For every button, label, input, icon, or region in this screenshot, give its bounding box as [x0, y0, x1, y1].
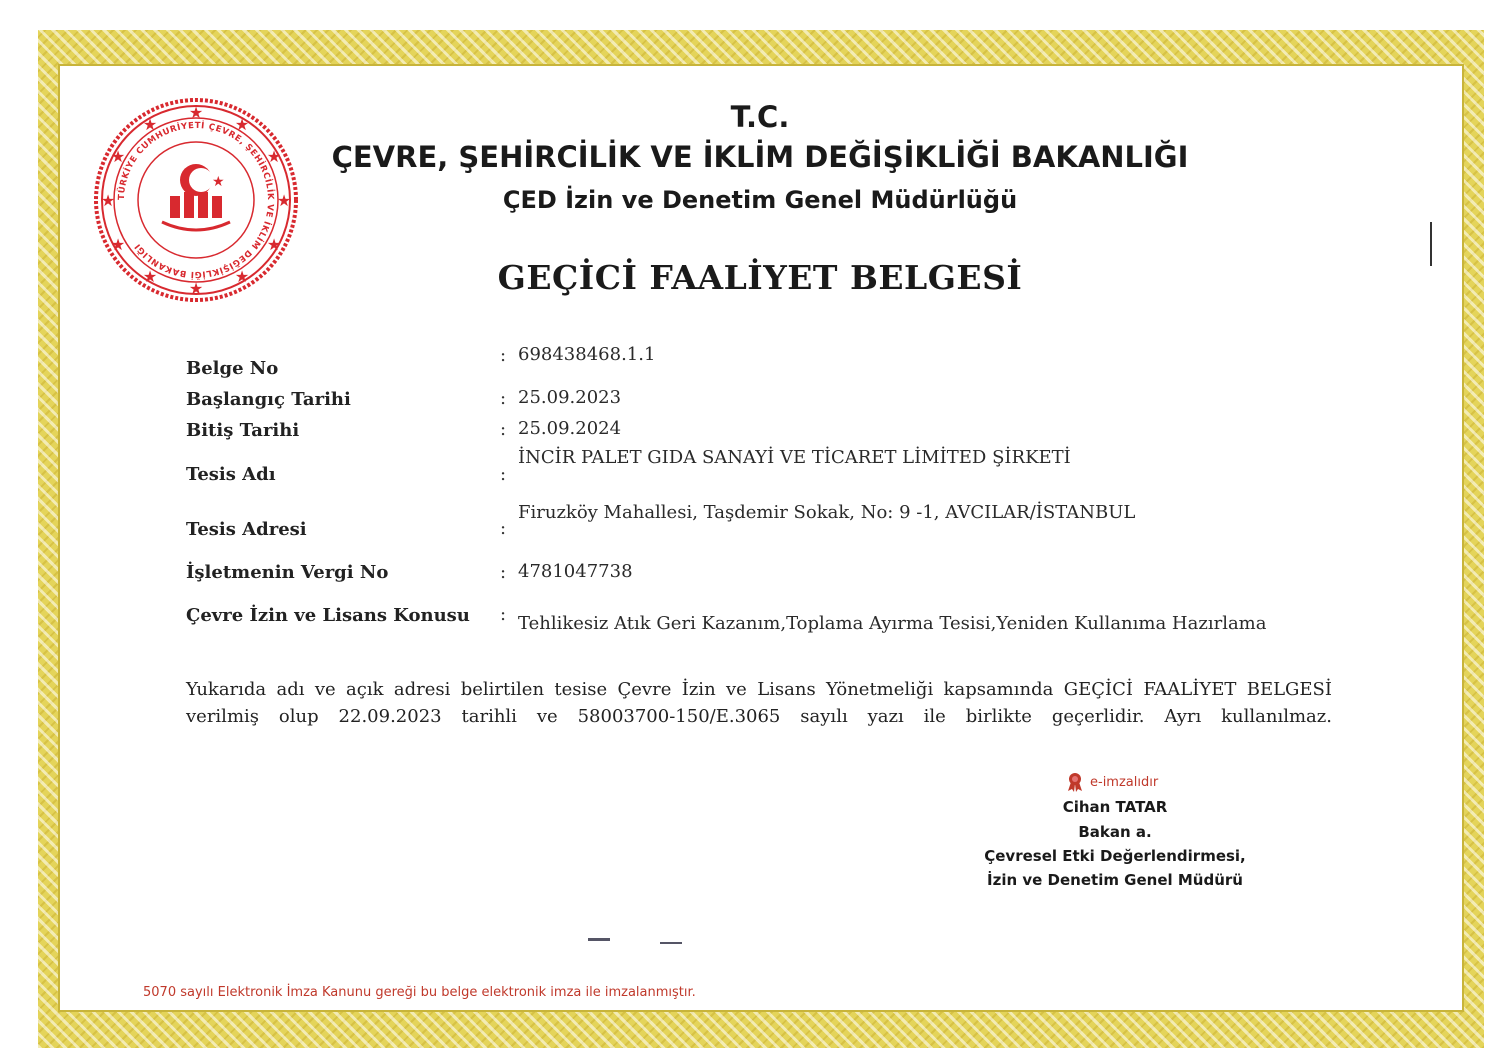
document-title: GEÇİCİ FAALİYET BELGESİ	[497, 258, 1023, 297]
svg-text:★: ★	[142, 115, 158, 134]
colon: :	[500, 518, 507, 539]
validity-paragraph: Yukarıda adı ve açık adresi belirtilen tesise Çevre İzin ve Lisans Yönetmeliği kapsamında GEÇİCİ FAALİYET BELGESİ verilmiş olup 22.09.2023 tarihli ve 58003700-150/E.3065 sayılı yazı ile birlikte geçerlidir. Ayrı kullanılmaz.	[186, 679, 1332, 727]
e-signature-label: e-imzalıdır	[1090, 774, 1159, 790]
scan-speck	[660, 942, 682, 944]
svg-text:★: ★	[266, 235, 282, 254]
svg-text:★: ★	[188, 103, 204, 122]
header-directorate: ÇED İzin ve Denetim Genel Müdürlüğü	[502, 186, 1018, 214]
header-ministry: ÇEVRE, ŞEHİRCİLİK VE İKLİM DEĞİŞİKLİĞİ BAKANLIĞI	[331, 140, 1189, 174]
svg-text:★: ★	[276, 191, 292, 210]
colon: :	[500, 419, 507, 440]
colon: :	[500, 345, 507, 366]
seal-text: TÜRKİYE CUMHURİYETİ ÇEVRE, ŞEHİRCİLİK VE İKLİM DEĞİŞİKLİĞİ BAKANLIĞI	[116, 120, 276, 280]
value-tesis-adi: İNCİR PALET GIDA SANAYİ VE TİCARET LİMİTED ŞİRKETİ	[518, 447, 1071, 468]
label-baslangic-tarihi: Başlangıç Tarihi	[186, 389, 351, 410]
value-vergi-no: 4781047738	[518, 561, 633, 582]
colon: :	[500, 604, 507, 625]
label-tesis-adi: Tesis Adı	[186, 464, 276, 485]
value-belge-no: 698438468.1.1	[518, 344, 656, 365]
svg-text:★: ★	[142, 267, 158, 286]
label-bitis-tarihi: Bitiş Tarihi	[186, 420, 300, 441]
colon: :	[500, 388, 507, 409]
label-vergi-no: İşletmenin Vergi No	[186, 562, 389, 583]
scan-speck	[588, 938, 610, 941]
value-baslangic-tarihi: 25.09.2023	[518, 387, 622, 408]
header-tc: T.C.	[730, 100, 790, 134]
signer-role: Bakan a.	[1078, 823, 1152, 841]
svg-text:TÜRKİYE CUMHURİYETİ ÇEVRE, ŞEH	[116, 120, 275, 281]
e-signature-law-notice: 5070 sayılı Elektronik İmza Kanunu gereği bu belge elektronik imza ile imzalanmıştır.	[143, 985, 696, 1000]
e-signature-badge	[1066, 772, 1158, 792]
value-bitis-tarihi: 25.09.2024	[518, 418, 622, 439]
svg-text:★: ★	[212, 174, 225, 190]
ribbon-award-icon	[1066, 772, 1084, 792]
signer-title-line1: Çevresel Etki Değerlendirmesi,	[984, 847, 1246, 865]
svg-text:★: ★	[188, 279, 204, 298]
value-lisans-konusu: Tehlikesiz Atık Geri Kazanım,Toplama Ayırma Tesisi,Yeniden Kullanıma Hazırlama	[518, 613, 1267, 634]
signer-name: Cihan TATAR	[1062, 798, 1168, 816]
svg-text:★: ★	[110, 235, 126, 254]
svg-text:★: ★	[100, 191, 116, 210]
svg-text:★: ★	[266, 147, 282, 166]
svg-text:★: ★	[234, 115, 250, 134]
label-lisans-konusu: Çevre İzin ve Lisans Konusu	[186, 605, 470, 626]
svg-text:★: ★	[234, 267, 250, 286]
label-belge-no: Belge No	[186, 358, 279, 379]
colon: :	[500, 464, 507, 485]
svg-text:★: ★	[110, 147, 126, 166]
signer-title-line2: İzin ve Denetim Genel Müdürü	[987, 871, 1243, 889]
ministry-seal-icon	[92, 96, 300, 304]
value-tesis-adresi: Firuzköy Mahallesi, Taşdemir Sokak, No: 9 -1, AVCILAR/İSTANBUL	[518, 502, 1136, 523]
colon: :	[500, 562, 507, 583]
scan-mark	[1430, 222, 1432, 266]
label-tesis-adresi: Tesis Adresi	[186, 519, 307, 540]
